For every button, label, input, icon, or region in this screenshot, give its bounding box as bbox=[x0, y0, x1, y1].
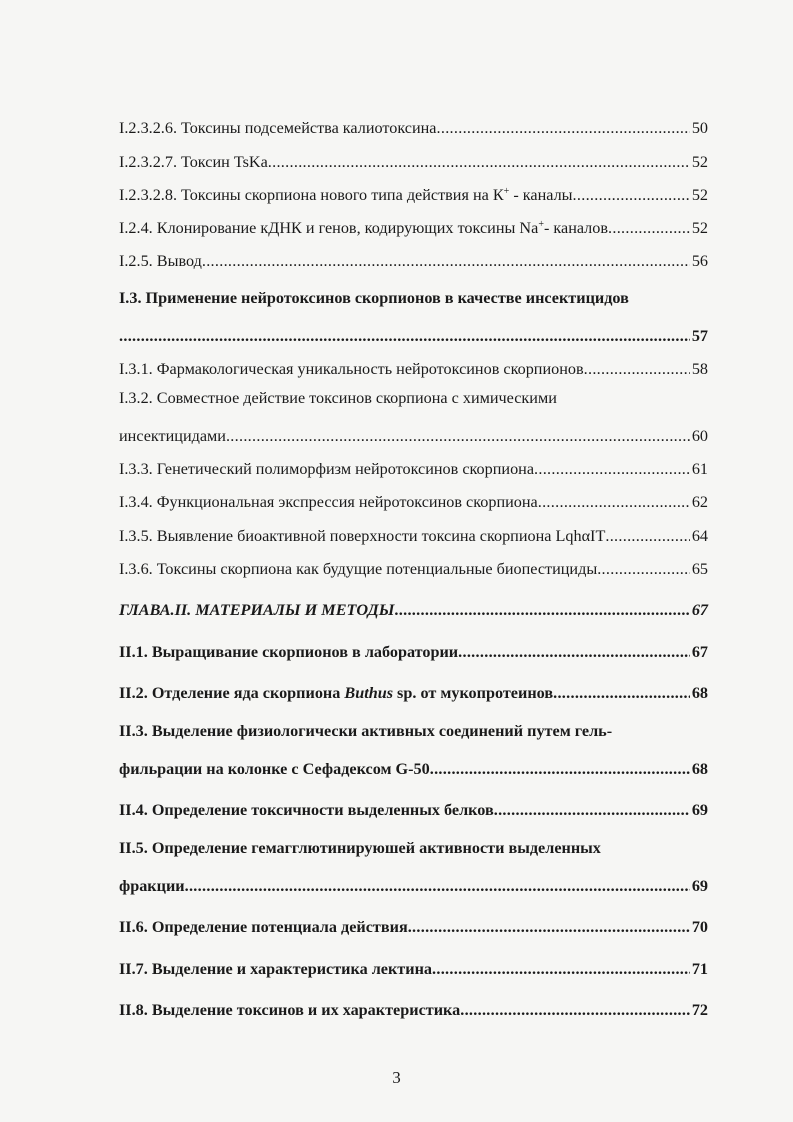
toc-entry-title: II.4. Определение токсичности выделенных белков bbox=[119, 801, 494, 819]
toc-entry-title: II.5. Определение гемагглютинируюшей активности выделенных bbox=[119, 839, 601, 857]
toc-entry bbox=[119, 455, 708, 479]
toc-leader-dots bbox=[437, 118, 690, 138]
toc-leader-dots bbox=[394, 600, 689, 620]
toc-entry-page: 60 bbox=[691, 427, 708, 445]
toc-leader-dots bbox=[432, 959, 690, 979]
toc-entry bbox=[119, 955, 708, 979]
toc-entry-page: 50 bbox=[691, 119, 708, 137]
toc-leader-dots bbox=[584, 359, 690, 379]
toc-leader-dots bbox=[573, 185, 690, 205]
toc-entry bbox=[119, 638, 708, 662]
toc-entry-page: 61 bbox=[691, 460, 708, 478]
toc-entry-title: II.7. Выделение и характеристика лектина bbox=[119, 960, 433, 978]
toc-entry bbox=[119, 872, 708, 896]
toc-entry-page: 67 bbox=[691, 601, 708, 619]
toc-entry-title: I.3. Применение нейротоксинов скорпионов в качестве инсектицидов bbox=[119, 289, 629, 307]
toc-entry-title-part: sp. от мукопротеинов bbox=[393, 684, 554, 702]
toc-entry-title-part: II.2. Отделение яда скорпиона bbox=[119, 684, 345, 702]
toc-entry bbox=[119, 148, 708, 172]
toc-leader-dots bbox=[202, 251, 690, 271]
toc-entry bbox=[119, 214, 708, 238]
toc-entry-title: I.3.5. Выявление биоактивной поверхности токсина скорпиона LqhαIT bbox=[119, 527, 606, 545]
toc-leader-dots bbox=[226, 426, 690, 446]
toc-entry-title: II.6. Определение потенциала действия bbox=[119, 918, 408, 936]
toc-entry bbox=[119, 247, 708, 271]
toc-entry-title: I.2.5. Вывод bbox=[119, 252, 202, 270]
toc-entry bbox=[119, 522, 708, 546]
toc-leader-dots bbox=[608, 218, 690, 238]
toc-entry-title: I.3.2. Совместное действие токсинов скорпиона с химическими bbox=[119, 389, 557, 407]
toc-entry-title: I.2.3.2.7. Токсин TsKa bbox=[119, 153, 268, 171]
toc-entry-page: 52 bbox=[691, 219, 708, 237]
toc-entry-page: 52 bbox=[691, 186, 708, 204]
toc-leader-dots bbox=[185, 876, 690, 896]
toc-entry bbox=[119, 355, 708, 379]
toc-leader-dots bbox=[458, 642, 690, 662]
toc-entry-page: 68 bbox=[691, 760, 708, 778]
toc-entry-page: 65 bbox=[691, 560, 708, 578]
toc-leader-dots bbox=[605, 526, 689, 546]
toc-entry-page: 57 bbox=[691, 327, 708, 345]
toc-entry-title: инсектицидами bbox=[119, 427, 226, 445]
toc-entry bbox=[119, 996, 708, 1020]
toc-entry-title-part: I.2.4. Клонирование кДНК и генов, кодирующих токсины Na bbox=[119, 219, 539, 237]
toc-entry-page: 52 bbox=[691, 153, 708, 171]
toc-entry-title bbox=[119, 218, 608, 238]
toc-entry bbox=[119, 181, 708, 205]
toc-entry bbox=[119, 796, 708, 820]
toc-leader-dots bbox=[494, 800, 690, 820]
toc-entry-title: I.3.1. Фармакологическая уникальность нейротоксинов скорпионов bbox=[119, 360, 584, 378]
toc-leader-dots bbox=[408, 917, 690, 937]
toc-leader-dots bbox=[430, 759, 690, 779]
toc-entry-title-part: - каналы bbox=[509, 186, 573, 204]
toc-entry-page: 72 bbox=[691, 1001, 708, 1019]
toc-entry-title-part: I.2.3.2.8. Токсины скорпиона нового типа действия на К bbox=[119, 186, 504, 204]
toc-entry-title: II.1. Выращивание скорпионов в лаборатории bbox=[119, 643, 459, 661]
toc-entry-page: 70 bbox=[691, 918, 708, 936]
toc-entry bbox=[119, 488, 708, 512]
toc-entry-title bbox=[119, 683, 553, 703]
toc-entry-page: 68 bbox=[691, 684, 708, 702]
genus-name: Buthus bbox=[344, 684, 393, 702]
toc-entry-page: 69 bbox=[691, 801, 708, 819]
toc-entry-title: I.3.4. Функциональная экспрессия нейротоксинов скорпиона bbox=[119, 493, 538, 511]
toc-entry-page: 71 bbox=[691, 960, 708, 978]
toc-entry-page: 62 bbox=[691, 493, 708, 511]
toc-entry-title: II.8. Выделение токсинов и их характеристика bbox=[119, 1001, 461, 1019]
toc-entry-title: II.3. Выделение физиологически активных соединений путем гель- bbox=[119, 722, 613, 740]
toc-entry bbox=[119, 679, 708, 703]
toc-entry-title: ГЛАВА.II. МАТЕРИАЛЫ И МЕТОДЫ bbox=[119, 601, 395, 619]
toc-entry bbox=[119, 755, 708, 779]
toc-leader-dots bbox=[460, 1000, 690, 1020]
toc-leader-dots bbox=[597, 559, 690, 579]
superscript-plus: + bbox=[503, 186, 510, 197]
toc-leader-dots bbox=[553, 683, 690, 703]
page-number: 3 bbox=[392, 1068, 401, 1087]
toc-entry-title bbox=[119, 185, 573, 205]
toc-entry-title-part: - каналов bbox=[543, 219, 608, 237]
toc-leader-dots bbox=[268, 152, 690, 172]
toc-entry bbox=[119, 913, 708, 937]
toc-entry bbox=[119, 322, 708, 346]
toc-entry-title: фракции bbox=[119, 877, 185, 895]
toc-entry bbox=[119, 422, 708, 446]
toc-leader-dots bbox=[119, 326, 690, 346]
superscript-plus: + bbox=[538, 219, 544, 230]
toc-leader-dots bbox=[534, 459, 690, 479]
toc-entry-title: фильрации на колонке с Сефадексом G-50 bbox=[119, 760, 430, 778]
toc-entry-title: I.3.3. Генетический полиморфизм нейротоксинов скорпиона bbox=[119, 460, 535, 478]
toc-entry-title: I.2.3.2.6. Токсины подсемейства калиотоксина bbox=[119, 119, 437, 137]
toc-entry-page: 69 bbox=[691, 877, 708, 895]
toc-entry bbox=[119, 114, 708, 138]
toc-entry-page: 58 bbox=[691, 360, 708, 378]
toc-entry-page: 64 bbox=[691, 527, 708, 545]
toc-leader-dots bbox=[538, 492, 690, 512]
toc-chapter-entry bbox=[119, 596, 708, 620]
toc-entry-title: I.3.6. Токсины скорпиона как будущие потенциальные биопестициды bbox=[119, 560, 598, 578]
toc-entry-page: 56 bbox=[691, 252, 708, 270]
toc-entry-page: 67 bbox=[691, 643, 708, 661]
toc-entry bbox=[119, 555, 708, 579]
